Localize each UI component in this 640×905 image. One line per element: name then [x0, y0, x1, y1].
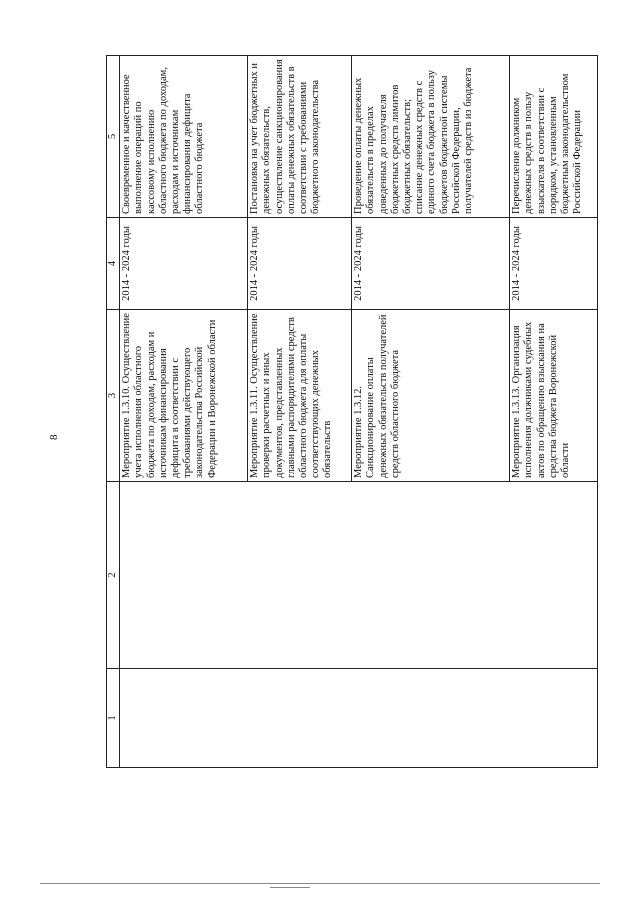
measures-table	[106, 55, 598, 768]
cell-col1-merged	[120, 669, 598, 768]
scan-edge-mark	[270, 887, 310, 888]
column-header-3: 3	[107, 310, 120, 482]
column-header-1: 1	[107, 669, 120, 768]
cell-period: 2014 - 2024 годы	[510, 218, 598, 310]
column-header-2: 2	[107, 482, 120, 669]
column-header-5: 5	[107, 56, 120, 218]
scan-edge-line	[40, 883, 600, 884]
cell-result: Постановка на учет бюджетных и денежных обязательств, осуществление санкционирования оплаты денежных обязательств в соответствии с требованиями бюджетного законодательства	[248, 56, 352, 218]
column-header-4: 4	[107, 218, 120, 310]
cell-measure: Мероприятие 1.3.13. Организация исполнения должниками судебных актов по обращению взыскания на средства бюджета Воронежской области	[510, 310, 598, 482]
cell-measure: Мероприятие 1.3.10. Осуществление учета исполнения областного бюджета по доходам, расходам и источникам финансирования дефицита в соответствии с требованиями действующего законодательства Российской Федерации и Воронежской области	[120, 310, 248, 482]
cell-period: 2014 - 2024 годы	[352, 218, 510, 310]
cell-result: Перечисление должником денежных средств в пользу взыскателя в соответствии с порядком, установленным бюджетным законодательством Российской Федерации	[510, 56, 598, 218]
cell-period: 2014 - 2024 годы	[248, 218, 352, 310]
page-number: 8	[48, 434, 60, 440]
rotated-table-wrapper	[106, 56, 598, 768]
cell-measure: Мероприятие 1.3.11. Осуществление проверки расчетных и иных документов, представленных главными распорядителями средств областного бюджета для оплаты соответствующих денежных обязательств	[248, 310, 352, 482]
cell-col2-merged	[120, 482, 598, 669]
cell-result: Проведение оплаты денежных обязательств в пределах доведенных до получателя бюджетных средств лимитов бюджетных обязательств; списание денежных средств с единого счета бюджета в пользу бюджетов бюджетной системы Российской Федерации, получателей средств из бюджета	[352, 56, 510, 218]
table-row	[120, 56, 248, 768]
cell-measure: Мероприятие 1.3.12. Санкционирование оплаты денежных обязательств получателей средств областного бюджета	[352, 310, 510, 482]
cell-result: Своевременное и качественное выполнение операций по кассовому исполнению областного бюджета по доходам, расходам и источникам финансирования дефицита областного бюджета	[120, 56, 248, 218]
header-row	[107, 56, 120, 768]
cell-period: 2014 - 2024 годы	[120, 218, 248, 310]
